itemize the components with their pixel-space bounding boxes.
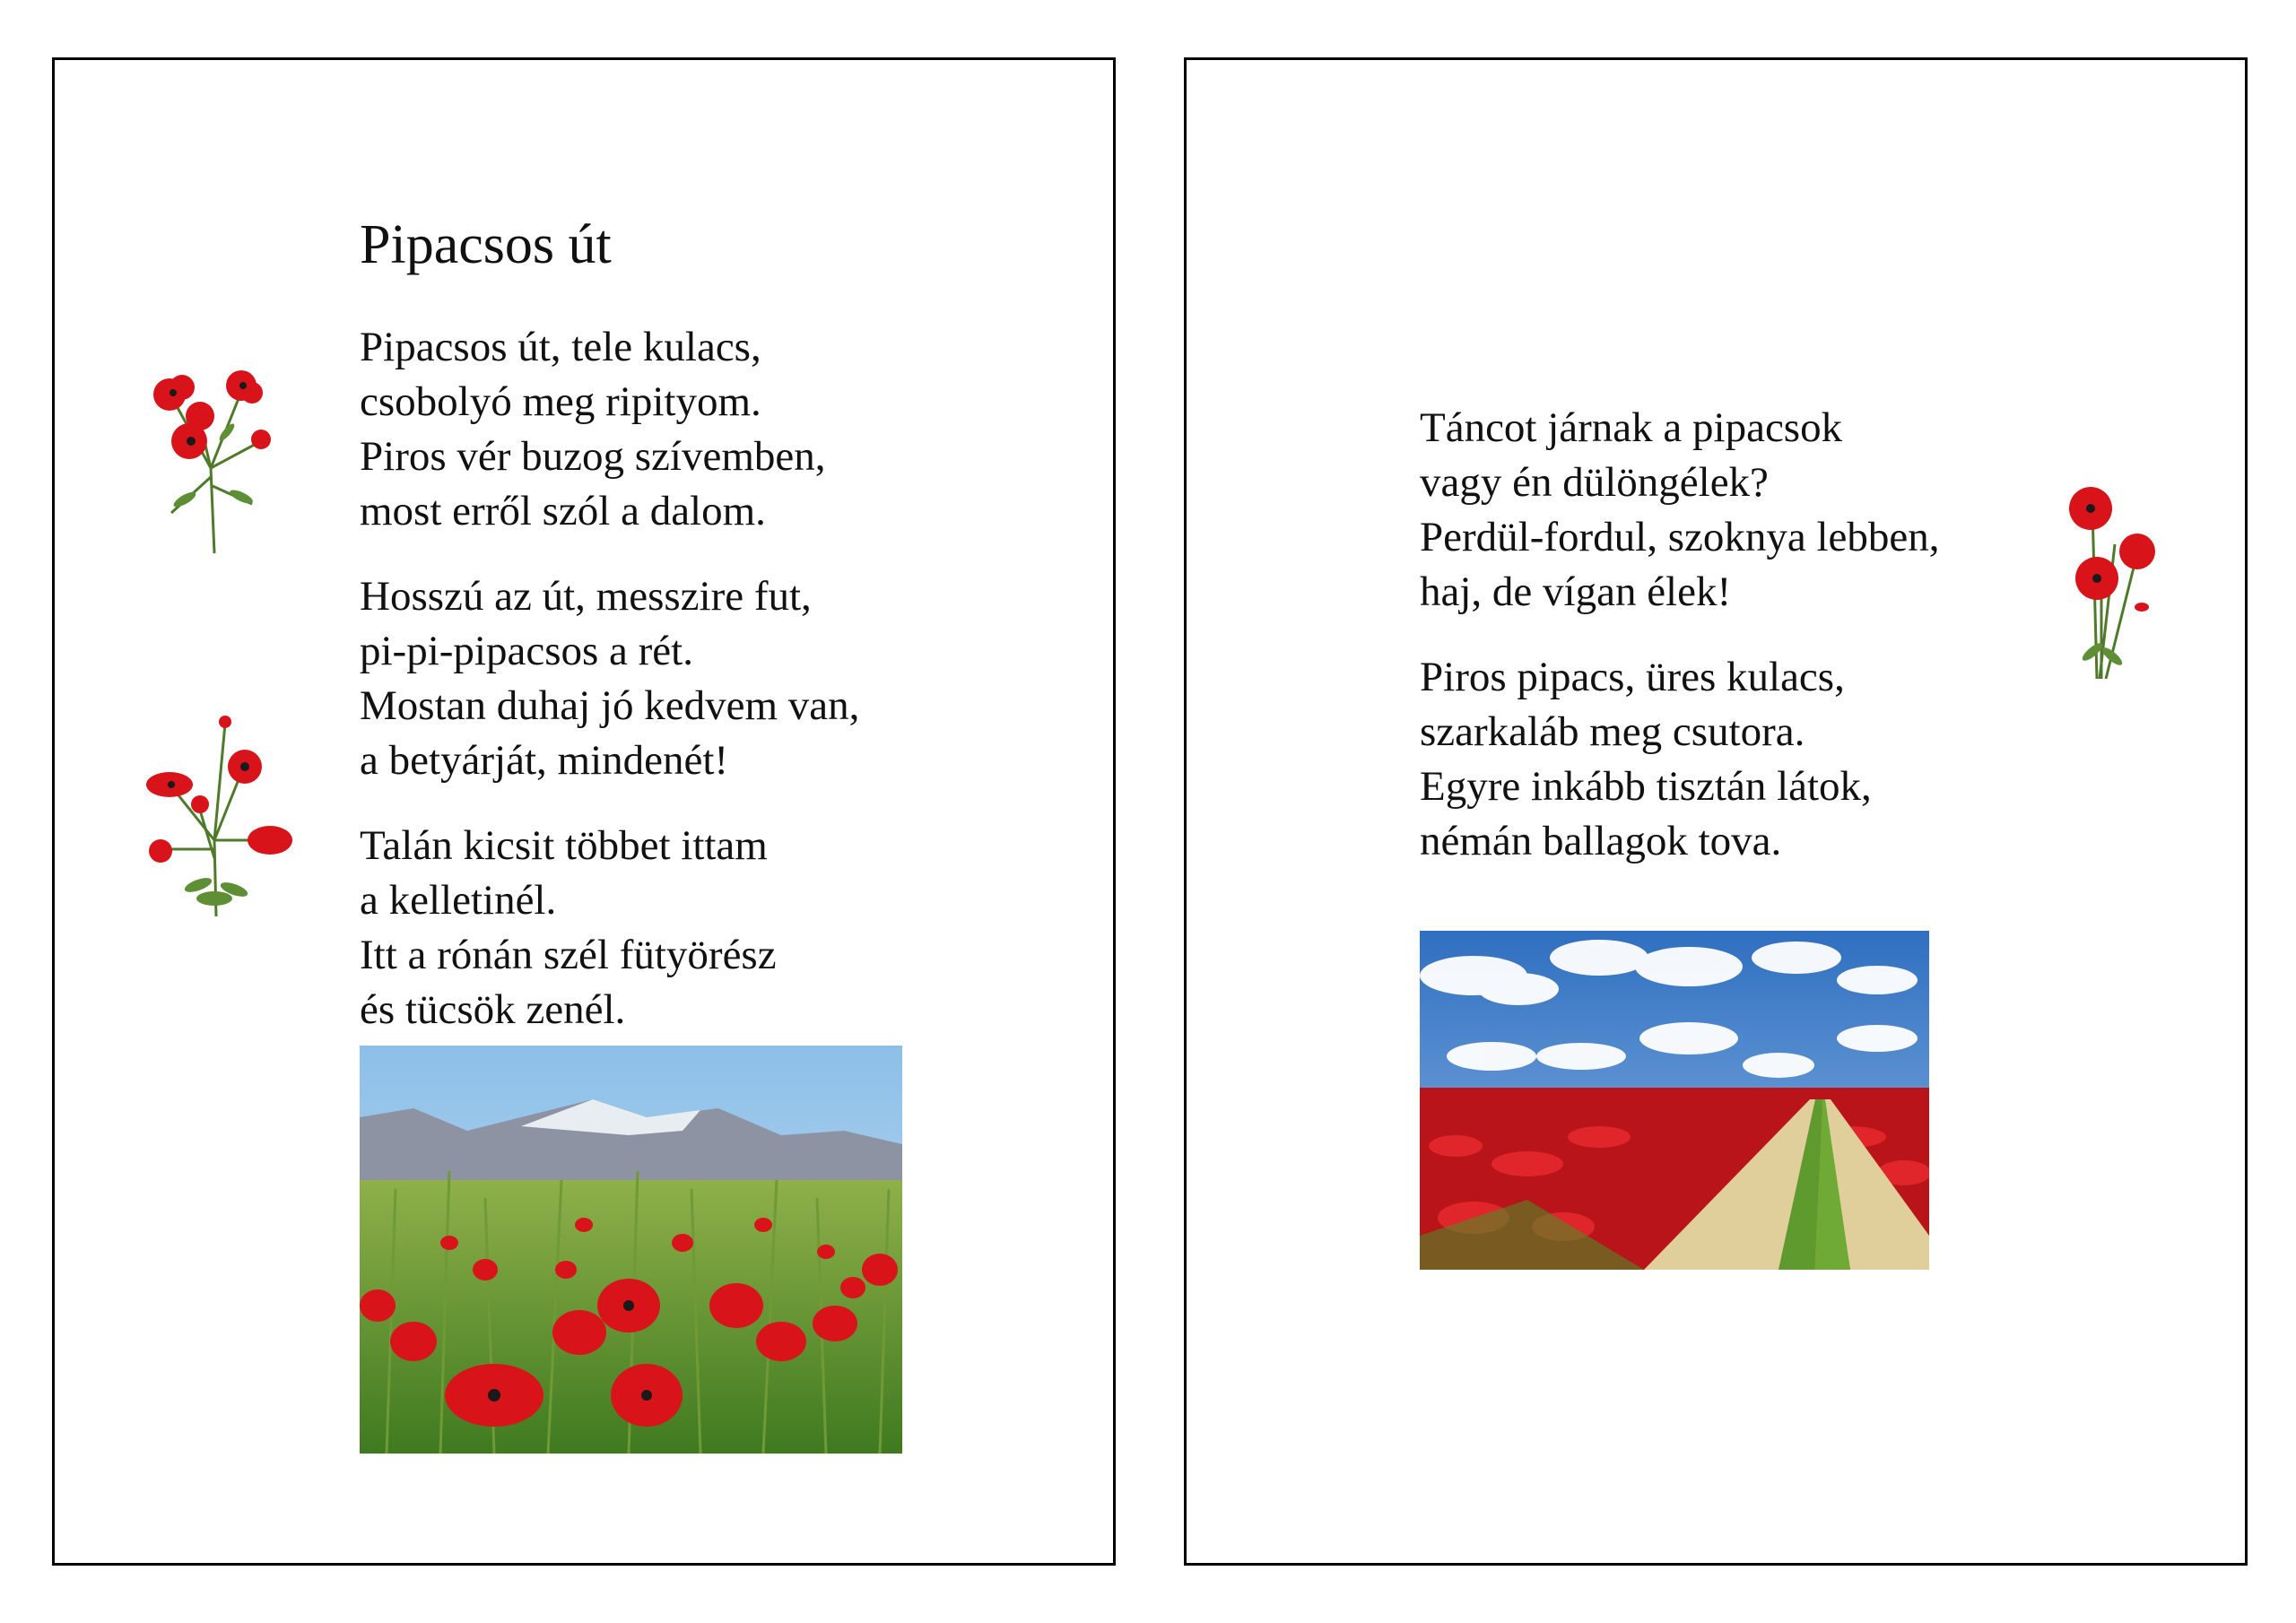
stanza-5 (1420, 650, 1872, 869)
verse-line: most erről szól a dalom. (360, 488, 766, 534)
left-page (52, 57, 1116, 1566)
poppy-field-road-image (1420, 931, 1929, 1270)
verse-line: szarkaláb meg csutora. (1420, 708, 1805, 755)
stanza-3 (360, 819, 777, 1037)
verse-line: Hosszú az út, messzire fut, (360, 573, 812, 620)
poppy-bouquet-icon (135, 334, 297, 558)
verse-line: pi-pi-pipacsos a rét. (360, 628, 693, 674)
poppy-stems-icon (2048, 473, 2164, 679)
stanza-2 (360, 569, 859, 788)
verse-line: Pipacsos út, tele kulacs, (360, 324, 761, 370)
verse-line: haj, de vígan élek! (1420, 568, 1732, 615)
stanza-1 (360, 320, 826, 539)
poppy-bouquet-icon (135, 706, 297, 921)
verse-line: Mostan duhaj jó kedvem van, (360, 682, 860, 729)
verse-line: csobolyó meg ripityom. (360, 378, 761, 425)
verse-line: a betyárját, mindenét! (360, 737, 729, 784)
verse-line: némán ballagok tova. (1420, 818, 1782, 864)
verse-line: Perdül-fordul, szoknya lebben, (1420, 514, 1940, 560)
stanza-4 (1420, 401, 1940, 620)
verse-line: Egyre inkább tisztán látok, (1420, 763, 1872, 810)
verse-line: és tücsök zenél. (360, 986, 626, 1033)
verse-line: Talán kicsit többet ittam (360, 822, 768, 869)
verse-line: a kelletinél. (360, 877, 557, 924)
verse-line: vagy én dülöngélek? (1420, 459, 1769, 506)
poem-title: Pipacsos út (360, 214, 612, 275)
verse-line: Piros pipacs, üres kulacs, (1420, 654, 1845, 700)
verse-line: Itt a rónán szél fütyörész (360, 932, 777, 978)
right-page (1184, 57, 2248, 1566)
verse-line: Piros vér buzog szívemben, (360, 433, 826, 480)
verse-line: Táncot járnak a pipacsok (1420, 404, 1843, 451)
poppy-field-mountains-image (360, 1046, 902, 1454)
